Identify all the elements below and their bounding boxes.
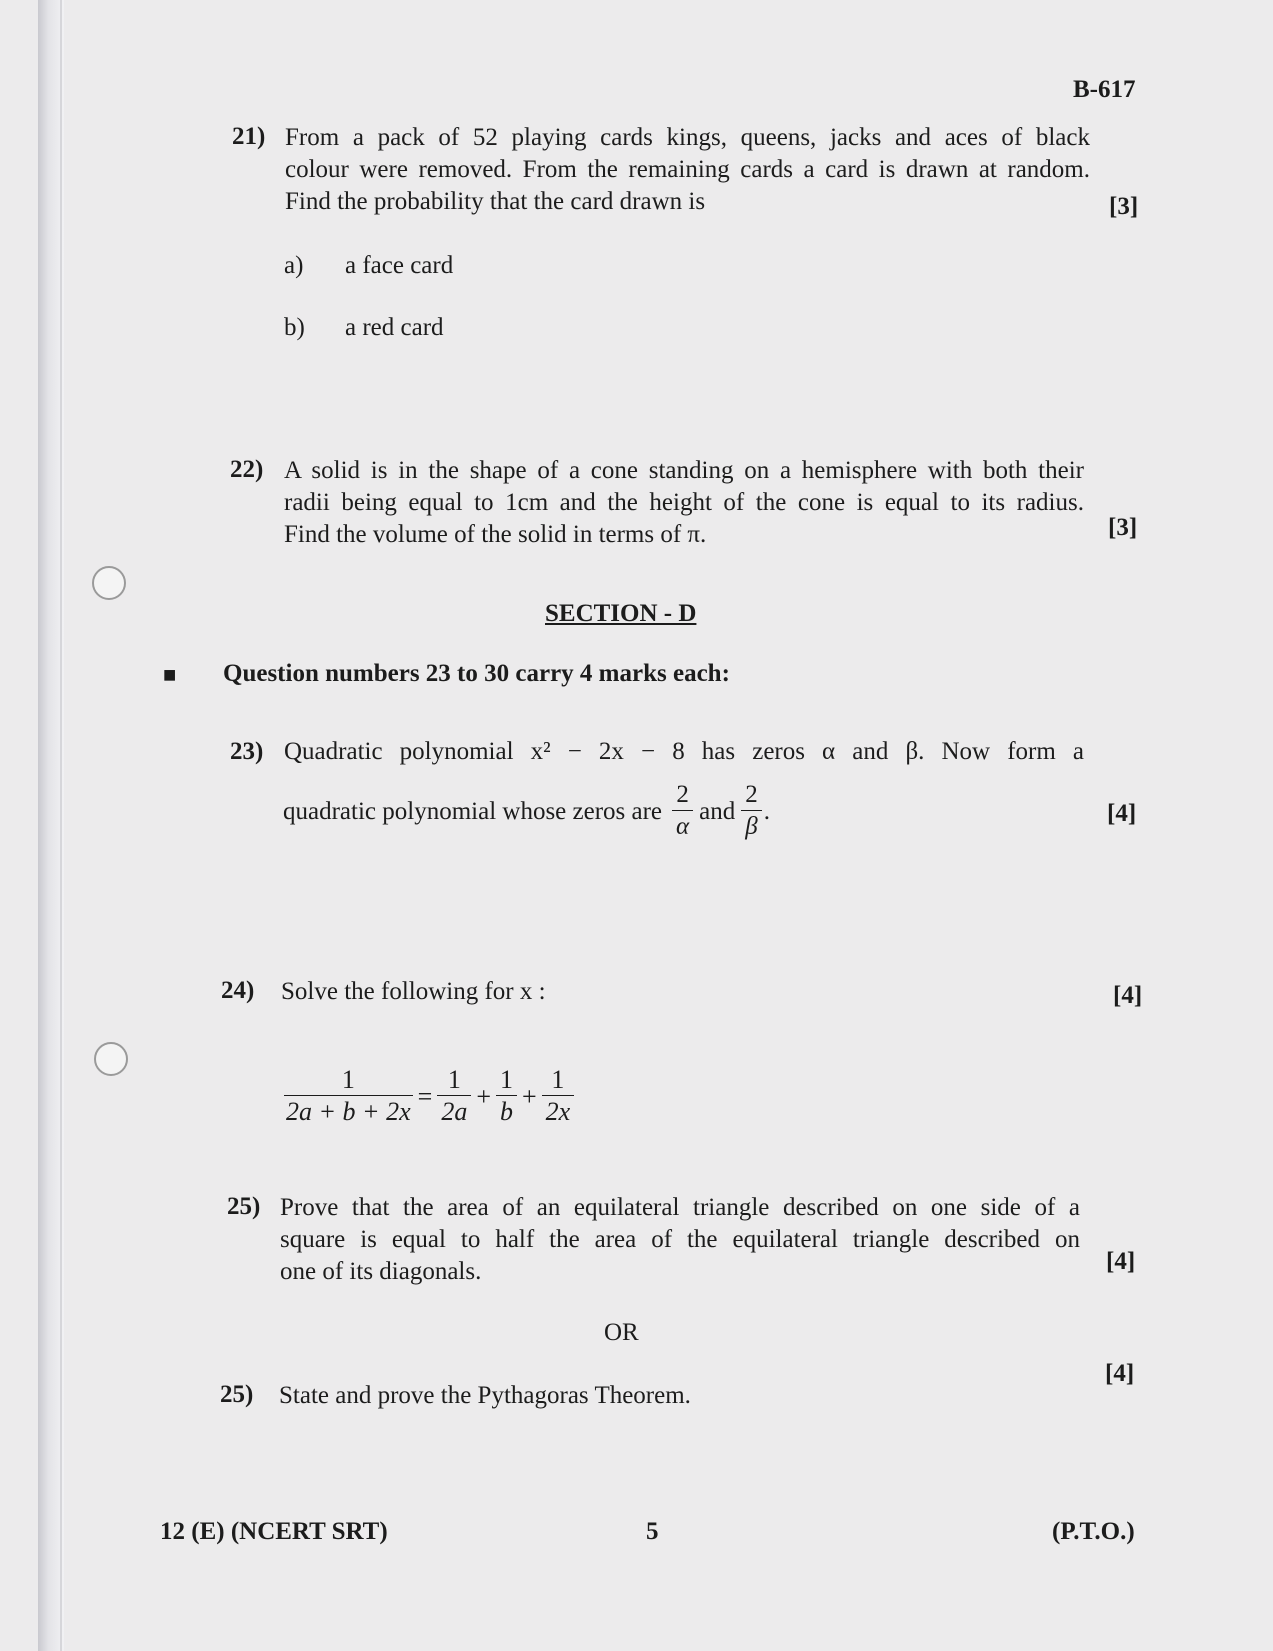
q21-option-b-label: b) [284, 314, 305, 341]
q21-line-2: colour were removed. From the remaining cards a card is drawn at random. [285, 156, 1090, 183]
q23-fraction-2 [741, 780, 762, 843]
q24-marks: [4] [1113, 982, 1143, 1009]
q24-term-2 [496, 1065, 517, 1128]
q22-marks: [3] [1108, 514, 1138, 541]
q21-line-1: From a pack of 52 playing cards kings, queens, jacks and aces of black [285, 124, 1090, 151]
q24-term-2-num: 1 [499, 1065, 513, 1094]
q23-line-1: Quadratic polynomial x² − 2x − 8 has zeros α and β. Now form a [284, 738, 1084, 765]
q24-equals: = [417, 1081, 433, 1111]
footer-pto: (P.T.O.) [1052, 1518, 1135, 1545]
section-instruction: Question numbers 23 to 30 carry 4 marks each: [223, 660, 730, 687]
q24-term-2-den: b [496, 1095, 517, 1128]
q23-fraction-2-num: 2 [745, 781, 758, 808]
q23-line-2-prefix: quadratic polynomial whose zeros are [283, 797, 663, 825]
q23-end: . [763, 797, 771, 825]
q21-option-a-label: a) [284, 252, 304, 279]
q22-number: 22) [230, 456, 264, 483]
punch-hole-bottom [94, 1042, 128, 1076]
q23-fraction-1-num: 2 [676, 781, 689, 808]
q25-alt-marks: [4] [1105, 1360, 1135, 1387]
q24-term-1 [437, 1065, 471, 1128]
q25-line-3: one of its diagonals. [280, 1258, 482, 1285]
q21-option-b-text: a red card [345, 314, 444, 341]
q23-joiner: and [699, 797, 736, 825]
q24-number: 24) [221, 977, 255, 1004]
q22-line-3: Find the volume of the solid in terms of π. [284, 521, 707, 548]
q23-line-2 [283, 780, 770, 843]
q24-term-1-den: 2a [437, 1095, 471, 1128]
footer-page-number: 5 [646, 1518, 659, 1545]
q24-lhs-den: 2a + b + 2x [286, 1097, 411, 1126]
or-separator: OR [604, 1319, 639, 1346]
q24-lhs-num: 1 [341, 1065, 355, 1094]
q25-number: 25) [227, 1193, 261, 1220]
paper-code: B-617 [1073, 76, 1136, 103]
bullet-square-icon: ■ [163, 662, 177, 687]
q21-line-3: Find the probability that the card drawn is [285, 188, 706, 215]
q25-line-1: Prove that the area of an equilateral triangle described on one side of a [280, 1194, 1080, 1221]
q22-line-2: radii being equal to 1cm and the height of the cone is equal to its radius. [284, 489, 1084, 516]
q22-line-1: A solid is in the shape of a cone standing on a hemisphere with both their [284, 457, 1084, 484]
q24-text: Solve the following for x : [281, 978, 546, 1005]
q24-term-3 [542, 1065, 575, 1128]
q23-fraction-1 [672, 780, 693, 843]
q24-term-3-num: 1 [551, 1065, 565, 1094]
page-edge-line [60, 0, 62, 1651]
q21-option-a-text: a face card [345, 252, 454, 279]
q24-lhs-fraction [284, 1065, 413, 1128]
q25-marks: [4] [1106, 1248, 1136, 1275]
q24-plus-1: + [476, 1081, 491, 1111]
section-title: SECTION - D [545, 600, 697, 627]
q24-term-3-den: 2x [542, 1095, 575, 1128]
q23-number: 23) [230, 738, 264, 765]
footer-course-code: 12 (E) (NCERT SRT) [160, 1518, 388, 1545]
q23-fraction-1-den: α [672, 810, 693, 843]
q21-marks: [3] [1109, 193, 1139, 220]
q25-alt-text: State and prove the Pythagoras Theorem. [279, 1382, 691, 1409]
q25-alt-number: 25) [220, 1381, 254, 1408]
q25-line-2: square is equal to half the area of the equilateral triangle described on [280, 1226, 1080, 1253]
q23-marks: [4] [1107, 800, 1137, 827]
q24-term-1-num: 1 [447, 1065, 461, 1094]
q23-fraction-2-den: β [741, 810, 761, 843]
q24-plus-2: + [521, 1081, 537, 1111]
punch-hole-top [92, 566, 126, 600]
q21-number: 21) [232, 123, 266, 150]
q24-equation [282, 1065, 576, 1128]
